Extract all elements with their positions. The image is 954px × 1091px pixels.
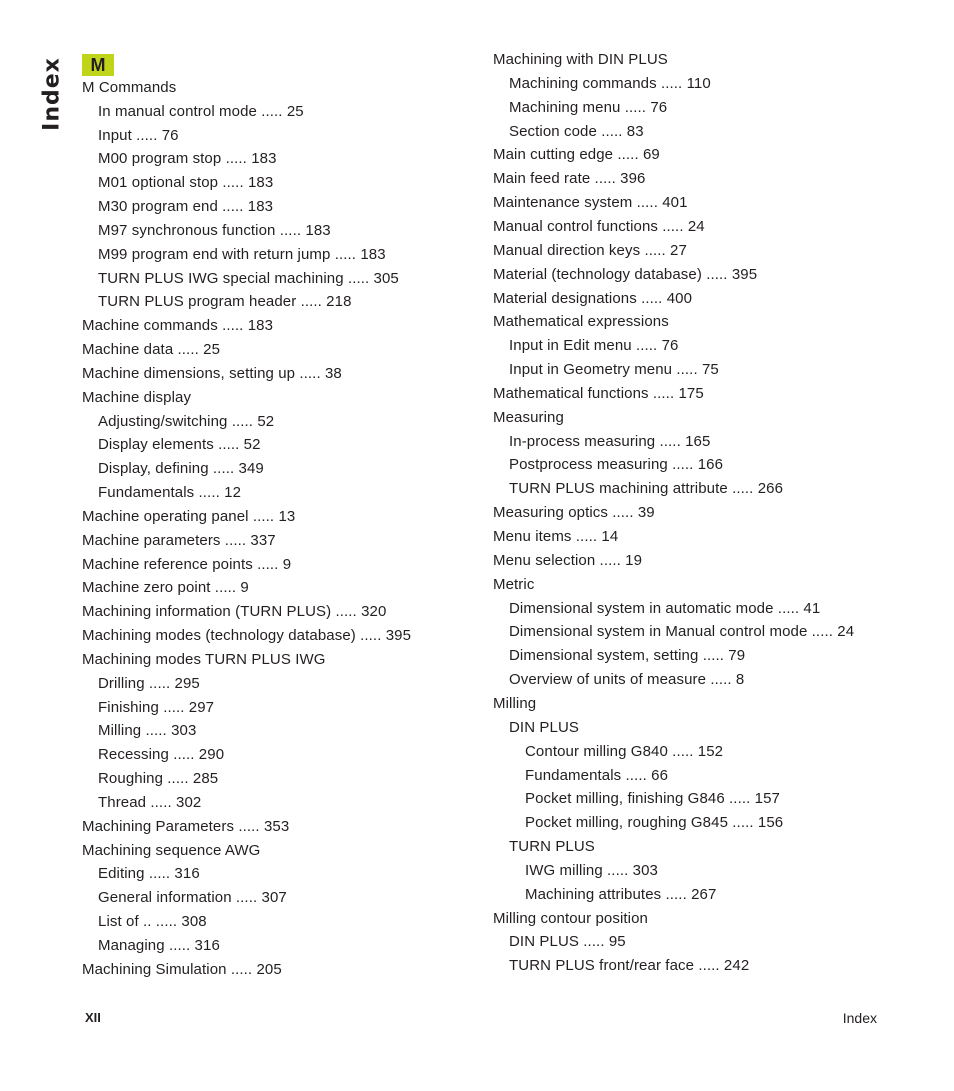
index-entry: Editing ..... 316 [98,865,200,883]
index-entry: TURN PLUS IWG special machining ..... 305 [98,269,399,287]
index-entry: General information ..... 307 [98,889,287,907]
index-entry: Metric [493,575,535,593]
index-entry: Main cutting edge ..... 69 [493,146,660,164]
index-entry: Machine data ..... 25 [82,341,221,359]
index-entry: TURN PLUS program header ..... 218 [98,293,352,311]
index-entry: Dimensional system in Manual control mode ..... 24 [509,623,855,641]
section-letter: M [90,55,106,75]
index-entry: Milling ..... 303 [98,722,197,740]
index-entry: Machine reference points ..... 9 [82,555,292,573]
index-entry: M00 program stop ..... 183 [98,150,277,168]
index-entry: Manual direction keys ..... 27 [493,241,687,259]
index-entry: Machine operating panel ..... 13 [82,507,296,525]
index-entry: M Commands [82,79,177,96]
index-entry: M30 program end ..... 183 [98,198,274,216]
index-entry: Menu items ..... 14 [493,528,619,545]
index-entry: Contour milling G840 ..... 152 [525,742,724,760]
index-entry: Managing ..... 316 [98,936,220,954]
index-entry: Input in Geometry menu ..... 75 [509,361,719,379]
index-entry: Machine display [82,388,192,406]
index-entry: Measuring [493,408,564,426]
index-entry: Machining with DIN PLUS [493,51,668,68]
index-entry: Pocket milling, roughing G845 ..... 156 [525,814,784,832]
index-entry: Machining Simulation ..... 205 [82,960,282,978]
index-entry: Postprocess measuring ..... 166 [509,456,724,474]
index-entry: TURN PLUS machining attribute ..... 266 [509,480,784,498]
index-entry: Mathematical functions ..... 175 [493,384,704,402]
index-entry: Dimensional system in automatic mode ..... 41 [509,599,821,617]
index-entry: M99 program end with return jump ..... 183 [98,245,386,263]
index-entry: Machining modes (technology database) ..... 395 [82,627,412,645]
index-entry: Machine dimensions, setting up ..... 38 [82,364,342,382]
index-entry: Machine commands ..... 183 [82,317,274,335]
index-entry: In manual control mode ..... 25 [98,102,304,120]
index-entry: Dimensional system, setting ..... 79 [509,647,746,665]
index-entry: Measuring optics ..... 39 [493,504,655,522]
index-entry: M97 synchronous function ..... 183 [98,221,331,239]
index-entry: Adjusting/switching ..... 52 [98,412,275,430]
index-entry: Finishing ..... 297 [98,698,215,716]
index-entry: Milling contour position [493,909,648,927]
index-entry: Roughing ..... 285 [98,770,219,788]
running-head: Index [842,1010,877,1026]
index-entry: Fundamentals ..... 66 [525,766,669,784]
index-entry: Section code ..... 83 [509,122,644,140]
side-index-title [38,57,66,131]
index-entry: Drilling ..... 295 [98,674,200,692]
index-entry: Menu selection ..... 19 [493,551,643,569]
index-entry: Machining attributes ..... 267 [525,885,717,903]
index-entry: Maintenance system ..... 401 [493,194,688,212]
index-entry: Material designations ..... 400 [493,289,693,307]
index-entry: IWG milling ..... 303 [525,861,658,879]
index-entry: Overview of units of measure ..... 8 [509,671,745,689]
index-entry: Input in Edit menu ..... 76 [509,337,679,355]
index-entry: Manual control functions ..... 24 [493,217,705,235]
index-entry: Display, defining ..... 349 [98,460,264,478]
index-entry: DIN PLUS [509,718,579,736]
index-entry: Machining modes TURN PLUS IWG [82,650,326,668]
index-entry: Material (technology database) ..... 395 [493,265,758,283]
index-entry: Machining information (TURN PLUS) ..... 320 [82,603,387,621]
index-entry: DIN PLUS ..... 95 [509,933,626,951]
index-entry: TURN PLUS front/rear face ..... 242 [509,957,750,975]
index-entry: Pocket milling, finishing G846 ..... 157 [525,790,780,808]
side-index-title-text: Index [39,57,65,131]
index-entry: Milling [493,694,537,712]
index-entry: List of .. ..... 308 [98,913,207,931]
index-entry: Fundamentals ..... 12 [98,484,242,502]
index-entry: Machining Parameters ..... 353 [82,817,290,835]
index-entry: Machine zero point ..... 9 [82,579,249,597]
index-entry: Mathematical expressions [493,313,669,331]
index-entry: TURN PLUS [509,838,595,856]
index-entry: Display elements ..... 52 [98,436,261,454]
index-entry: In-process measuring ..... 165 [509,432,711,450]
page-number: XII [85,1010,101,1025]
index-entry: Main feed rate ..... 396 [493,170,646,188]
index-entry: Input ..... 76 [98,126,179,144]
index-entry: Machine parameters ..... 337 [82,531,276,549]
section-letter-badge [82,54,114,76]
index-entry: M01 optional stop ..... 183 [98,174,274,192]
index-entry: Recessing ..... 290 [98,746,225,764]
index-entry: Machining sequence AWG [82,841,261,859]
index-entry: Machining commands ..... 110 [509,74,711,92]
index-entry: Thread ..... 302 [98,793,202,811]
index-entry: Machining menu ..... 76 [509,98,668,116]
